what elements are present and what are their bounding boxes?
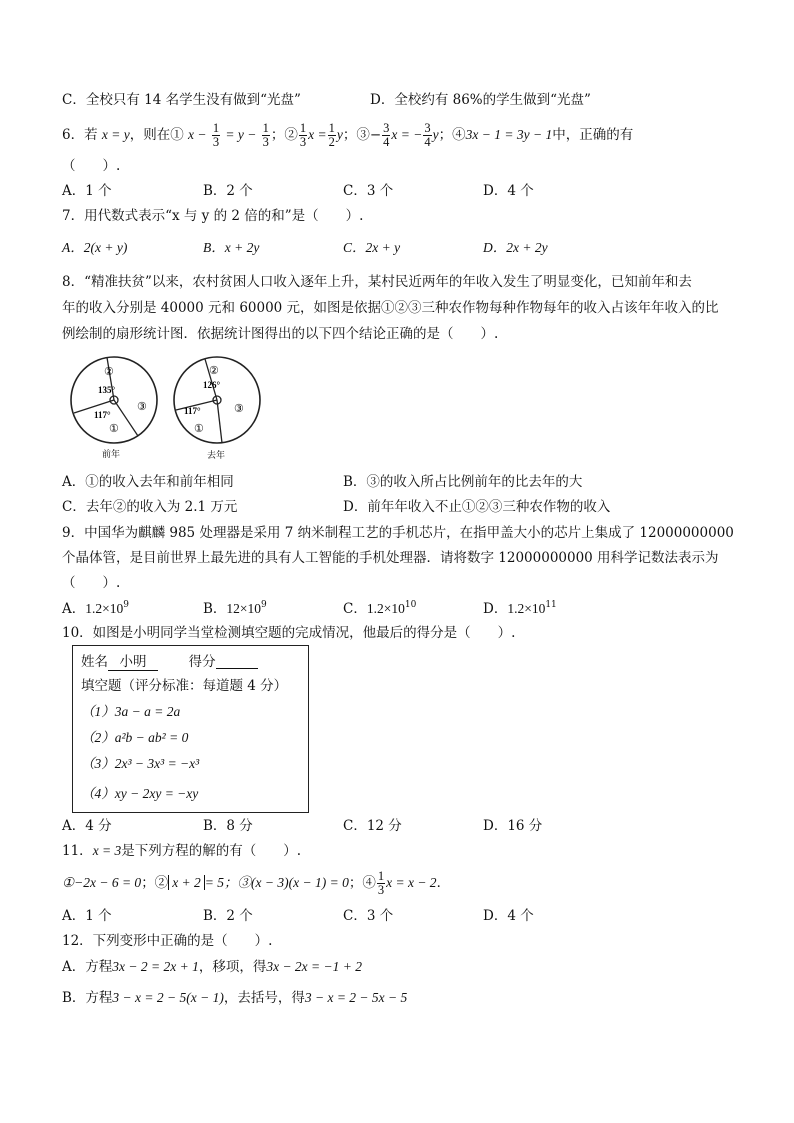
pie2-label-3: ③	[234, 402, 244, 415]
pie2-angle-top: 126°	[203, 380, 221, 390]
name-label: 姓名	[81, 654, 108, 670]
q6-then: ，则在①	[129, 127, 184, 143]
question-7-stem: 7．用代数式表示“x 与 y 的 2 倍的和”是（ ）.	[62, 208, 364, 224]
q10-option-d: D．16 分	[483, 818, 543, 834]
q6-eq2-x: x =	[308, 127, 327, 142]
q5-option-d: D．全校约有 86%的学生做到“光盘”	[370, 92, 591, 108]
q10-criteria: 填空题（评分标准：每道题 4 分）	[81, 678, 288, 694]
q6-eq1-left: x −	[188, 127, 207, 142]
pie-chart-last-year	[174, 357, 260, 461]
q11-option-a: A．1 个	[62, 908, 112, 924]
q8-line-1: 8．“精准扶贫”以来，农村贫困人口收入逐年上升，某村民近两年的年收入发生了明显变化，已知前年和去	[62, 274, 692, 290]
q10-option-c: C．12 分	[343, 818, 402, 834]
q6-eq3-y: y	[432, 127, 439, 142]
pie2-label-1: ①	[194, 422, 204, 435]
q10-option-a: A．4 分	[62, 818, 112, 834]
q12-option-b: B．方程3 − x = 2 − 5(x − 1)，去括号，得3 − x = 2 − 5x − 5	[62, 990, 408, 1006]
q10-item-4: （4）xy − 2xy = −xy	[81, 786, 199, 801]
pie1-angle-left: 117°	[94, 410, 111, 420]
q6-eq4: 3x − 1 = 3y − 1	[465, 127, 553, 142]
q10-item-3: （3）2x³ − 3x³ = −x³	[81, 756, 200, 771]
q8-option-b: B．③的收入所占比例前年的比去年的大	[343, 474, 583, 490]
q5-option-c: C．全校只有 14 名学生没有做到“光盘”	[62, 92, 301, 108]
q10-item-1: （1）3a − a = 2a	[81, 704, 181, 719]
q6-eq2-y: y	[336, 127, 343, 142]
pie-chart-prior-year	[71, 357, 157, 460]
q11-eq1: ①−2x − 6 = 0	[62, 875, 142, 890]
q11-option-d: D．4 个	[483, 908, 534, 924]
q6-sep1: ；②	[270, 127, 298, 143]
pie2-label-2: ②	[209, 364, 219, 377]
q6-eq1-frac2: $\frac{1}{3}$	[262, 121, 269, 149]
q6-option-c: C．3 个	[343, 183, 394, 199]
pie1-label-2: ②	[104, 365, 114, 378]
score-label: 得分	[188, 654, 216, 670]
q9-paren: （ ）.	[62, 575, 121, 591]
q11-eq4: x = x − 2	[386, 875, 437, 890]
q9-line-1: 9．中国华为麒麟 985 处理器是采用 7 纳米制程工艺的手机芯片，在指甲盖大小的芯片上集成了 12000000000	[62, 525, 734, 541]
q6-option-d: D．4 个	[483, 183, 534, 199]
q6-suffix: 中，正确的有	[552, 127, 634, 143]
q6-eq1-mid: = y −	[225, 127, 257, 142]
q9-line-2: 个晶体管，是目前世界上最先进的具有人工智能的手机处理器．请将数字 12000000000 用科学记数法表示为	[62, 550, 719, 566]
q6-eq2-frac2: $\frac{1}{2}$	[328, 121, 335, 149]
name-value: 小明	[108, 650, 158, 671]
q11-eq2-rhs: = 5	[204, 875, 225, 890]
q6-eq3-x: x = −	[391, 127, 423, 142]
q6-eq2-frac1: $\frac{1}{3}$	[299, 121, 307, 149]
q8-option-a: A．①的收入去年和前年相同	[62, 474, 234, 490]
q10-header-row	[81, 650, 258, 671]
q6-sep3: ；④	[438, 127, 466, 143]
q11-eq2-abs: x + 2	[168, 875, 205, 890]
pie1-angle-top: 135°	[98, 385, 116, 395]
q8-line-3: 例绘制的扇形统计图．依据统计图得出的以下四个结论正确的是（ ）.	[62, 326, 499, 342]
q11-equations: ①−2x − 6 = 0；② x + 2 = 5；③(x − 3)(x − 1) = 0；④ $\frac{1}{3}$ x = x − 2．	[62, 869, 451, 897]
pie1-label-1: ①	[109, 422, 119, 435]
q8-option-c: C．去年②的收入为 2.1 万元	[62, 499, 238, 515]
question-11-stem: 11．x = 3是下列方程的解的有（ ）.	[62, 843, 302, 859]
q11-eq4-frac: $\frac{1}{3}$	[377, 869, 385, 897]
q9-option-b: B．$12\times 10^9$	[203, 600, 267, 617]
question-6-stem	[62, 122, 633, 149]
q6-eq3-frac2: $\frac{3}{4}$	[424, 121, 431, 149]
pie1-label-3: ③	[137, 400, 147, 413]
q10-answer-sheet	[72, 645, 309, 813]
q8-option-d: D．前年年收入不止①②③三种农作物的收入	[343, 499, 611, 515]
q6-sep2: ；③−	[342, 127, 382, 143]
q11-option-b: B．2 个	[203, 908, 253, 924]
q9-option-c: C．$1.2\times 10^{10}$	[343, 600, 417, 617]
q7-option-a: A．2(x + y)	[62, 240, 128, 255]
q9-option-a: A．$1.2\times 10^9$	[62, 600, 129, 617]
q9-option-d: D．$1.2\times 10^{11}$	[483, 600, 557, 617]
q7-option-b: B．x + 2y	[203, 240, 260, 255]
q7-option-c: C．2x + y	[343, 240, 401, 255]
q11-eq3: ；③(x − 3)(x − 1) = 0	[224, 875, 349, 890]
q12-option-a: A．方程3x − 2 = 2x + 1，移项，得3x − 2x = −1 + 2	[62, 959, 363, 975]
q11-option-c: C．3 个	[343, 908, 394, 924]
q6-option-b: B．2 个	[203, 183, 253, 199]
question-12-stem: 12．下列变形中正确的是（ ）.	[62, 933, 273, 949]
question-10-stem: 10．如图是小明同学当堂检测填空题的完成情况，他最后的得分是（ ）.	[62, 625, 516, 641]
q6-eq3-frac1: $\frac{3}{4}$	[383, 121, 390, 149]
q8-line-2: 年的收入分别是 40000 元和 60000 元，如图是依据①②③三种农作物每种作物每年的收入占该年年收入的比	[62, 300, 719, 316]
q6-option-a: A．1 个	[62, 183, 112, 199]
q10-item-2: （2）a²b − ab² = 0	[81, 730, 189, 745]
q7-option-d: D．2x + 2y	[483, 240, 548, 255]
q6-condition: x = y	[101, 127, 130, 142]
pie2-angle-left: 117°	[184, 406, 201, 416]
score-blank	[216, 652, 258, 669]
q8-pie-figure	[64, 350, 284, 462]
pie1-caption: 前年	[102, 450, 121, 460]
q6-eq1-frac1: $\frac{1}{3}$	[212, 121, 220, 149]
pie2-caption: 去年	[207, 451, 226, 461]
q10-option-b: B．8 分	[203, 818, 253, 834]
q6-prefix: 6．若	[62, 127, 98, 143]
q6-paren: （ ）.	[62, 158, 121, 174]
